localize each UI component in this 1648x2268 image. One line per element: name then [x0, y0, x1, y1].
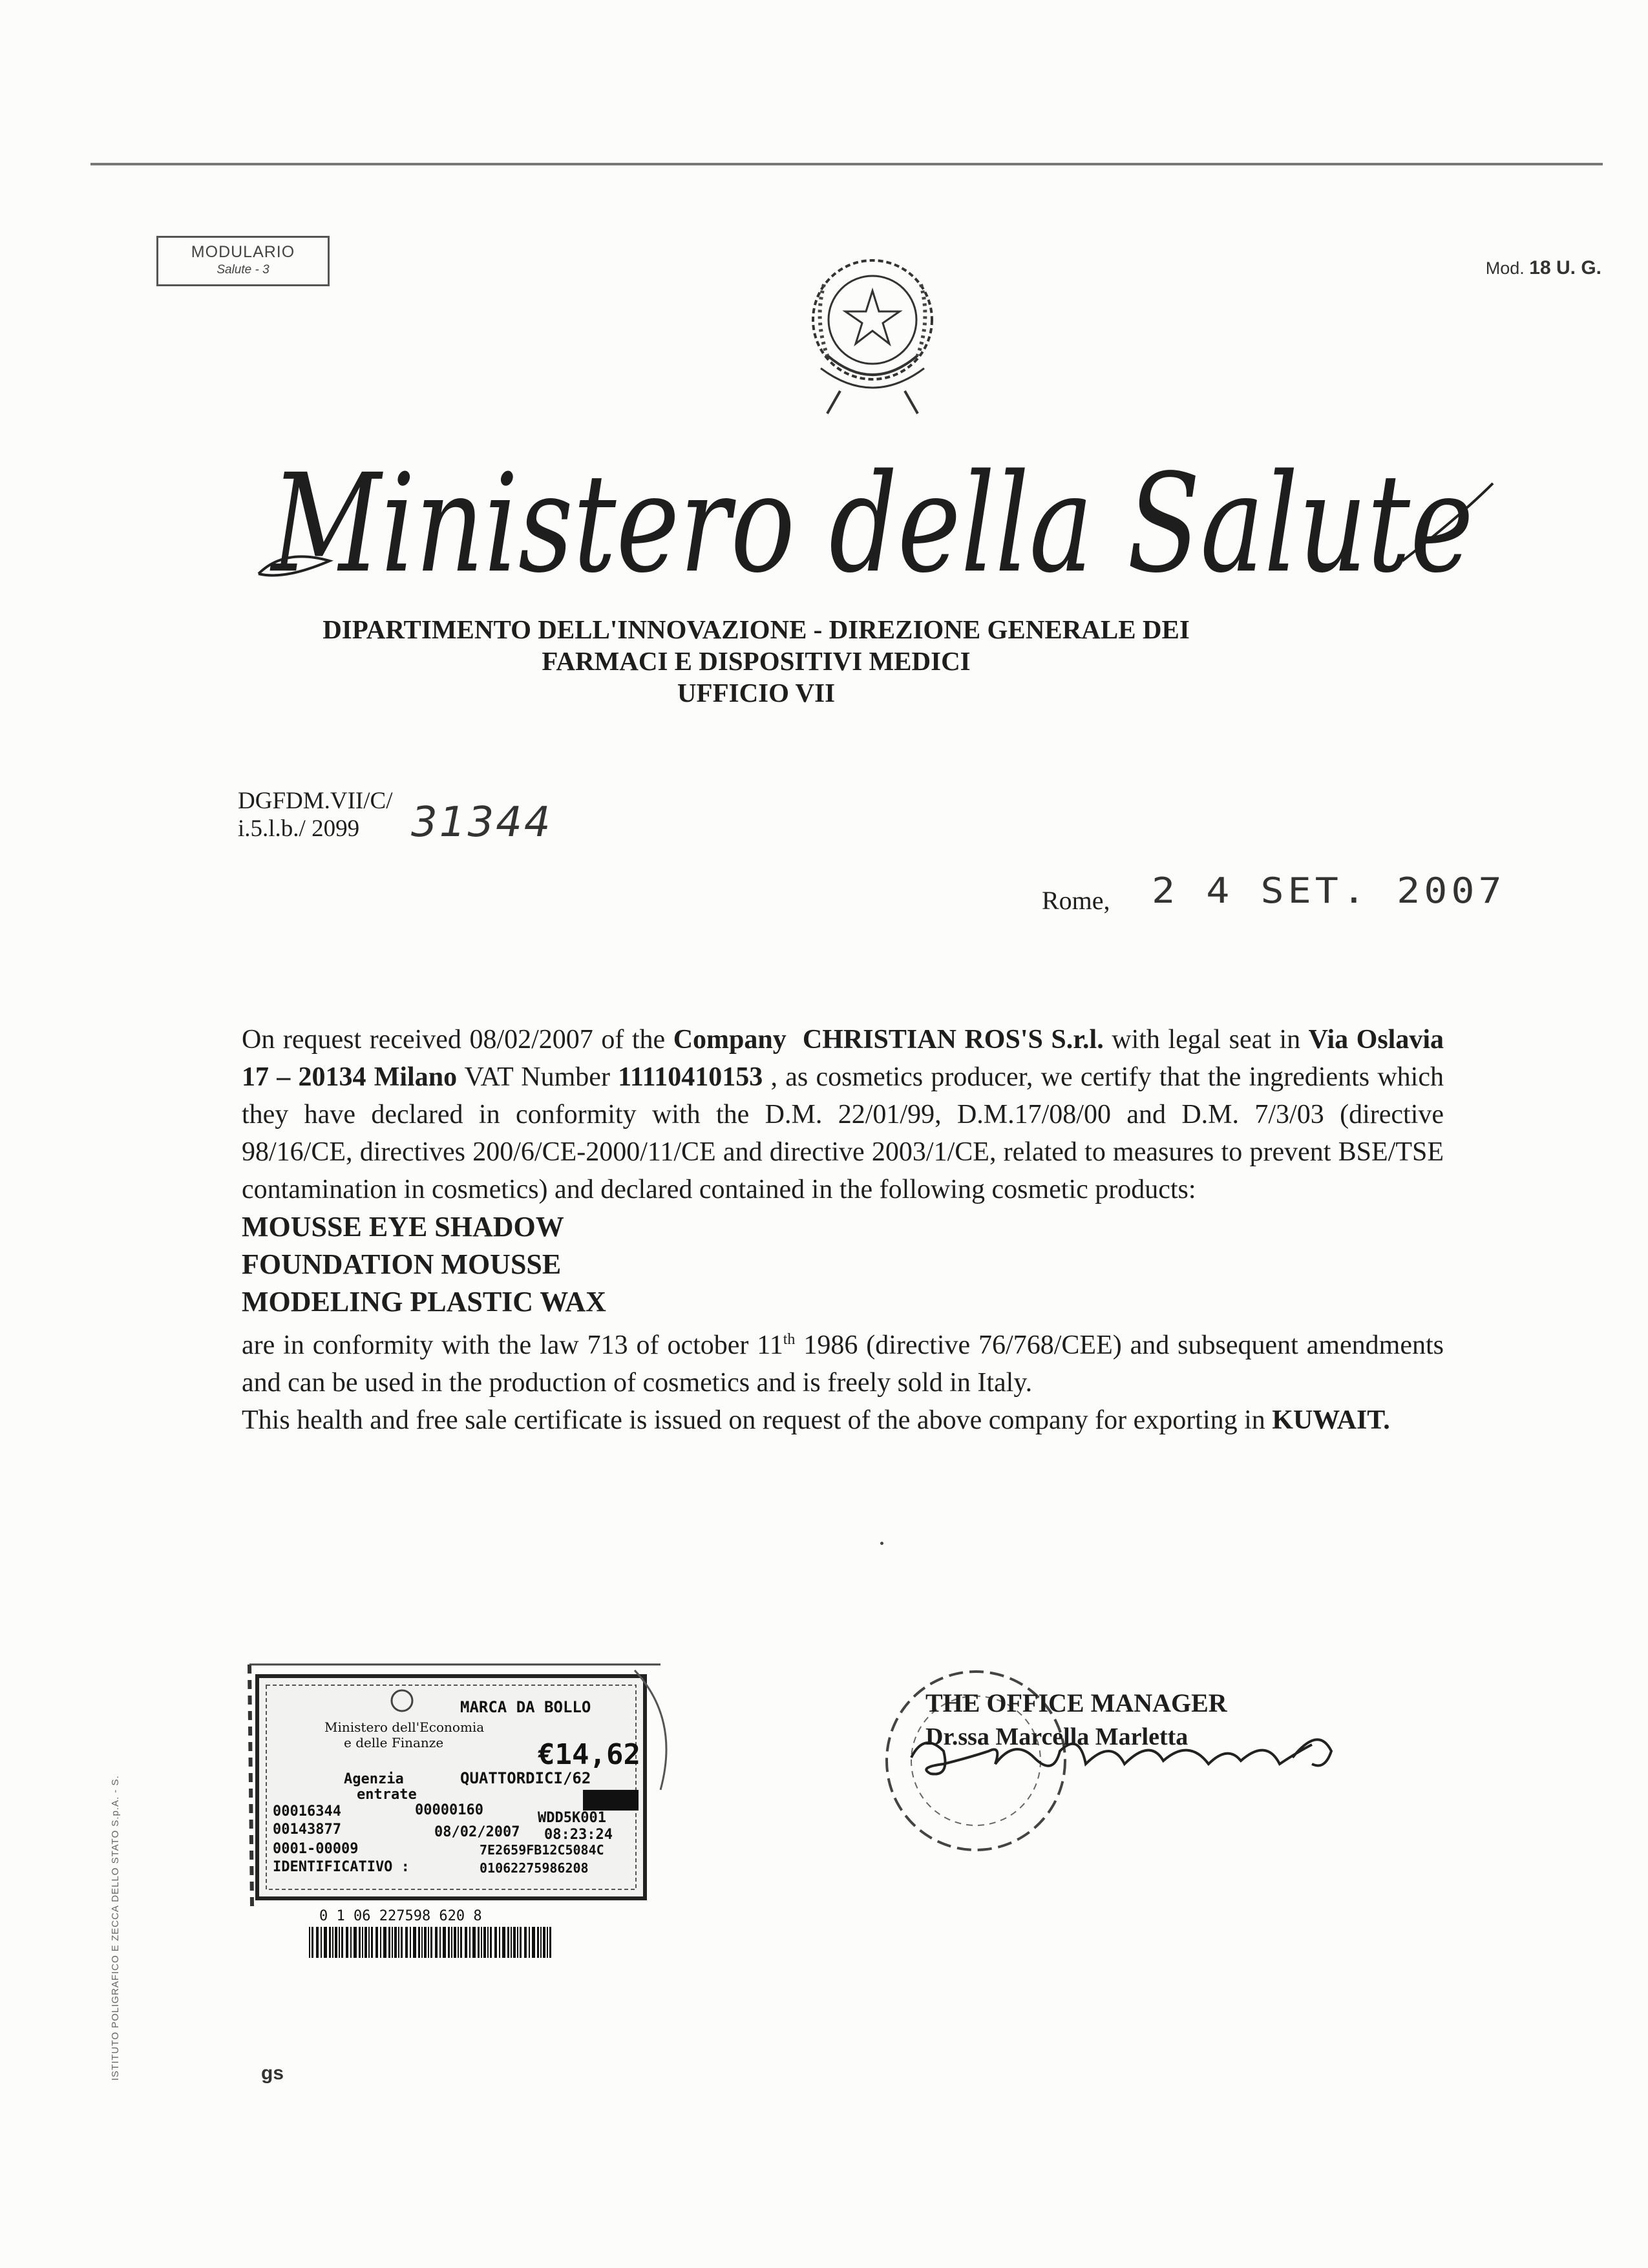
barcode-bar — [341, 1927, 343, 1958]
form-type-label: MODULARIO — [191, 243, 295, 261]
signatory-name: Dr.ssa Marcella Marletta — [925, 1723, 1188, 1750]
barcode-bar — [524, 1927, 527, 1958]
barcode-bar — [517, 1927, 518, 1958]
text-fragment: This health and free sale certificate is issued on request of the above company for exporting in — [242, 1405, 1273, 1435]
barcode-bar — [483, 1927, 486, 1958]
ordinal-suffix: th — [783, 1331, 796, 1348]
company-name: CHRISTIAN ROS'S S.r.l. — [802, 1025, 1104, 1055]
typist-initials: gs — [261, 2063, 284, 2084]
reference-line-1: DGFDM.VII/C/ — [238, 788, 393, 814]
barcode-bar — [398, 1927, 399, 1958]
barcode-bar — [472, 1927, 476, 1958]
company-label: Company — [673, 1025, 787, 1055]
barcode-bar — [335, 1927, 337, 1958]
form-type-box — [156, 236, 330, 286]
stamp-agency-2: entrate — [357, 1787, 417, 1803]
barcode-bar — [435, 1927, 438, 1958]
certificate-body — [242, 1021, 1444, 1439]
barcode-bar — [428, 1927, 429, 1958]
barcode-bar — [392, 1927, 393, 1958]
barcode-bar — [401, 1927, 403, 1958]
revenue-stamp — [247, 1661, 680, 1977]
barcode-bar — [362, 1927, 363, 1958]
barcode-bar — [316, 1927, 319, 1958]
stamp-row-2b: 08/02/2007 — [434, 1824, 520, 1840]
speck — [880, 1542, 883, 1545]
protocol-reference — [238, 787, 393, 843]
company-address: Via Oslavia 17 – 20134 Milano — [242, 1025, 1444, 1092]
vat-number: 11110410153 — [618, 1062, 763, 1092]
product-item: MODELING PLASTIC WAX — [242, 1286, 606, 1318]
barcode-bar — [371, 1927, 373, 1958]
stamp-row-4b: 01062275986208 — [480, 1860, 589, 1876]
stamp-dark-block — [583, 1790, 639, 1811]
barcode-bar — [418, 1927, 420, 1958]
department-line-3: UFFICIO VII — [677, 678, 836, 708]
stamp-issuer-2: e delle Finanze — [344, 1735, 444, 1750]
barcode-bar — [529, 1927, 530, 1958]
barcode-bar — [364, 1927, 367, 1958]
barcode-bar — [430, 1927, 432, 1958]
barcode-bar — [478, 1927, 480, 1958]
barcode-bar — [324, 1927, 327, 1958]
barcode-bar — [490, 1927, 492, 1958]
barcode-bar — [540, 1927, 542, 1958]
stamp-row-2c: 08:23:24 — [544, 1827, 613, 1843]
department-heading — [0, 614, 1512, 709]
barcode-bar — [309, 1927, 310, 1958]
stamp-row-2a: 00143877 — [273, 1822, 341, 1838]
handwritten-protocol-number: 31344 — [411, 799, 553, 846]
barcode-bar — [332, 1927, 333, 1958]
stamp-row-3b: 7E2659FB12C5084C — [480, 1842, 604, 1858]
barcode-bar — [532, 1927, 535, 1958]
export-country: KUWAIT. — [1272, 1405, 1390, 1435]
form-code-prefix: Mod. — [1485, 258, 1525, 278]
paragraph-conformity — [242, 1321, 1444, 1402]
barcode-bar — [380, 1927, 381, 1958]
barcode-bar — [410, 1927, 411, 1958]
paragraph-request — [242, 1021, 1444, 1208]
text-fragment: , as cosmetics producer, we certify that the ingredients which they have declared in conformity with the D.M. 22/01/99, D.M.17/08/00 and D.M. 7/3/03 (directive 98/16/CE, directives 200/6/CE-2000/11/CE and directive 2003/1/CE, related to measures to prevent BSE/TSE contamination in cosmetics) and declared contained in the following cosmetic products: — [242, 1062, 1444, 1204]
barcode-bar — [405, 1927, 408, 1958]
barcode-bar — [375, 1927, 378, 1958]
barcode-bar — [312, 1927, 313, 1958]
reference-line-2: i.5.l.b./ 2099 — [238, 815, 360, 842]
stamp-amount: €14,62 — [538, 1738, 640, 1771]
svg-text:Ministero della Salute: Ministero della Salute — [269, 445, 1474, 603]
printer-imprint: ISTITUTO POLIGRAFICO E ZECCA DELLO STATO S.p.A. - S. — [110, 1775, 121, 2081]
barcode-bar — [481, 1927, 482, 1958]
barcode-bar — [499, 1927, 500, 1958]
barcode-bar — [507, 1927, 509, 1958]
barcode-bar — [368, 1927, 370, 1958]
barcode-bar — [454, 1927, 456, 1958]
barcode-bar — [448, 1927, 450, 1958]
barcode-bar — [321, 1927, 322, 1958]
barcode-bar — [494, 1927, 497, 1958]
stamp-amount-words: QUATTORDICI/62 — [460, 1769, 591, 1787]
paragraph-export — [242, 1402, 1444, 1439]
form-code — [1486, 257, 1601, 279]
barcode-bar — [329, 1927, 331, 1958]
barcode-bar — [439, 1927, 441, 1958]
barcode-icon — [309, 1927, 551, 1958]
barcode-bar — [443, 1927, 446, 1958]
barcode-bar — [354, 1927, 357, 1958]
stamp-row-3a: 0001-00009 — [273, 1841, 359, 1857]
barcode-bar — [359, 1927, 361, 1958]
stamp-row-1b: 00000160 — [415, 1802, 483, 1818]
barcode-bar — [511, 1927, 512, 1958]
barcode-number: 0 1 06 227598 620 8 — [319, 1908, 482, 1924]
barcode-bar — [413, 1927, 416, 1958]
stamp-agency-1: Agenzia — [344, 1771, 404, 1787]
barcode-bar — [424, 1927, 427, 1958]
barcode-bar — [487, 1927, 489, 1958]
form-code-number: 18 U. G. — [1529, 257, 1601, 278]
barcode-bar — [339, 1927, 340, 1958]
barcode-bar — [502, 1927, 505, 1958]
stamp-row-1a: 00016344 — [273, 1803, 341, 1820]
stamped-date: 2 4 SET. 2007 — [1152, 870, 1506, 912]
barcode-bar — [388, 1927, 390, 1958]
barcode-bar — [394, 1927, 397, 1958]
department-line-1: DIPARTIMENTO DELL'INNOVAZIONE - DIREZIONE GENERALE DEI — [322, 614, 1190, 644]
barcode-bar — [421, 1927, 423, 1958]
barcode-bar — [350, 1927, 352, 1958]
stamp-title: MARCA DA BOLLO — [460, 1698, 591, 1716]
barcode-bar — [469, 1927, 470, 1958]
barcode-bar — [346, 1927, 348, 1958]
department-line-2: FARMACI E DISPOSITIVI MEDICI — [542, 646, 971, 676]
product-item: MOUSSE EYE SHADOW — [242, 1211, 564, 1243]
barcode-bar — [520, 1927, 522, 1958]
barcode-bar — [458, 1927, 459, 1958]
stamp-row-1c: WDD5K001 — [538, 1810, 606, 1826]
text-fragment: 1986 (directive 76/768/CEE) and subsequent amendments and can be used in the production of cosmetics and is freely sold in Italy. — [242, 1330, 1444, 1398]
top-rule — [90, 163, 1603, 165]
barcode-bar — [549, 1927, 551, 1958]
barcode-bar — [547, 1927, 548, 1958]
barcode-bar — [513, 1927, 516, 1958]
date-place: Rome, — [1042, 886, 1110, 915]
text-fragment: are in conformity with the law 713 of october 11 — [242, 1330, 783, 1360]
signature-area — [866, 1654, 1435, 1867]
text-fragment: On request received 08/02/2007 of the — [242, 1025, 673, 1055]
stamp-row-4a: IDENTIFICATIVO : — [273, 1859, 410, 1875]
text-fragment: VAT Number — [457, 1062, 618, 1092]
barcode-bar — [383, 1927, 386, 1958]
stamp-issuer-1: Ministero dell'Economia — [324, 1719, 485, 1735]
ministry-logotype — [246, 386, 1499, 606]
barcode-bar — [465, 1927, 467, 1958]
signatory-title: THE OFFICE MANAGER — [925, 1688, 1227, 1717]
product-item: FOUNDATION MOUSSE — [242, 1248, 562, 1280]
barcode-bar — [460, 1927, 462, 1958]
barcode-bar — [451, 1927, 452, 1958]
barcode-bar — [543, 1927, 545, 1958]
form-type-sublabel: Salute - 3 — [217, 263, 269, 277]
barcode-bar — [537, 1927, 539, 1958]
text-fragment: with legal seat in — [1103, 1025, 1309, 1055]
